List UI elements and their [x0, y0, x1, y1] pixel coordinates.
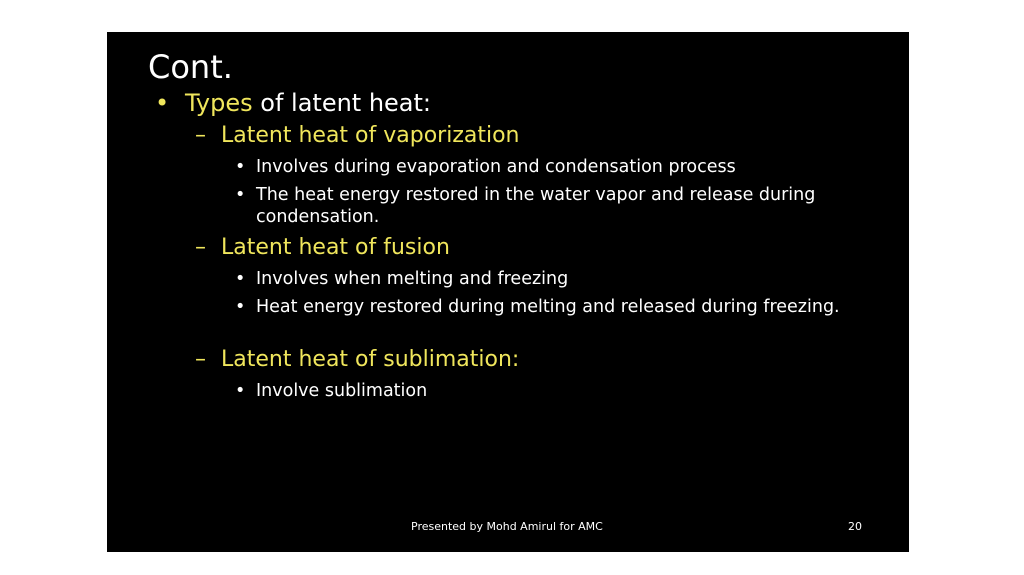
- bullet-marker: •: [235, 185, 246, 205]
- main-bullet-text: [185, 88, 431, 118]
- list-item-text: Involve sublimation: [256, 381, 428, 401]
- section-heading-text: Latent heat of vaporization: [221, 123, 520, 148]
- bullet-marker: •: [235, 381, 246, 401]
- dash-marker: –: [195, 123, 206, 148]
- dash-marker: –: [195, 235, 206, 260]
- bullet-marker: •: [235, 297, 246, 317]
- list-item-text: Heat energy restored during melting and released during freezing.: [256, 297, 840, 317]
- list-item-text: The heat energy restored in the water vapor and release during condensation.: [256, 185, 816, 227]
- dash-marker: –: [195, 347, 206, 372]
- main-bullet-highlight: Types: [185, 89, 253, 117]
- bullet-marker: •: [155, 89, 170, 117]
- section-heading-text: Latent heat of fusion: [221, 235, 450, 260]
- list-item-text: Involves during evaporation and condensation process: [256, 157, 736, 177]
- list-item-text: Involves when melting and freezing: [256, 269, 569, 289]
- slide-title: Cont.: [148, 48, 233, 86]
- main-bullet-rest: of latent heat:: [252, 89, 432, 117]
- slide-footer: Presented by Mohd Amirul for AMC: [411, 520, 603, 533]
- bullet-marker: •: [235, 269, 246, 289]
- section-heading-text: Latent heat of sublimation:: [221, 347, 520, 372]
- bullet-marker: •: [235, 157, 246, 177]
- slide: [107, 32, 909, 552]
- page-number: 20: [848, 520, 862, 533]
